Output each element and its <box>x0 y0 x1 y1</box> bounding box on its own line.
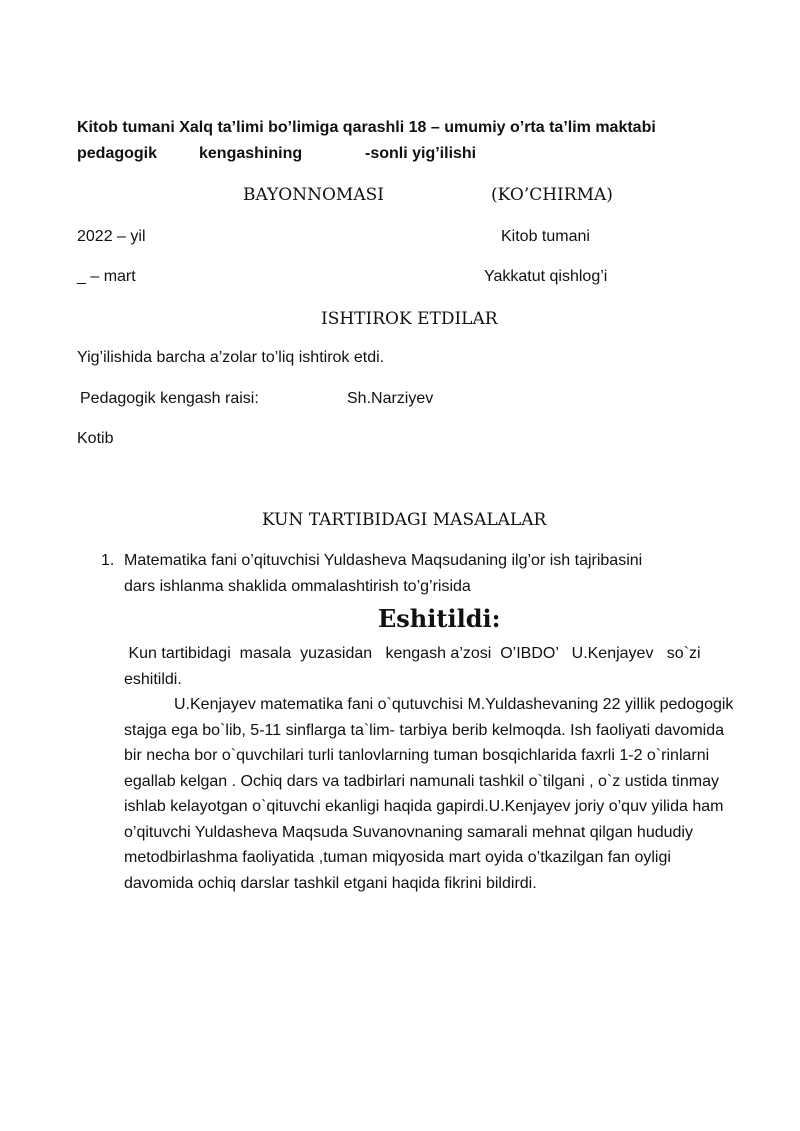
school-header-line1: Kitob tumani Xalq ta’limi bo’limiga qarashli 18 – umumiy o’rta ta’lim maktabi <box>77 119 656 136</box>
meeting-district: Kitob tumani <box>501 228 590 245</box>
agenda-item-line1: Matematika fani o’qituvchisi Yuldasheva Maqsudaning ilg’or ish tajribasini <box>124 552 643 569</box>
school-header-line2-c: -sonli yig’ilishi <box>365 145 477 162</box>
meeting-year: 2022 – yil <box>77 228 146 245</box>
chair-label: Pedagogik kengash raisi: <box>80 390 259 407</box>
chair-name: Sh.Narziyev <box>347 390 434 407</box>
agenda-heading: KUN TARTIBIDAGI MASALALAR <box>262 510 547 530</box>
document-title: BAYONNOMASI <box>243 185 384 205</box>
heard-intro: Kun tartibidagi masala yuzasidan kengash a’zosi O’IBDO’ U.Kenjayev so`zi eshitildi. <box>124 645 706 688</box>
school-header-line2-b: kengashining <box>199 145 303 162</box>
heard-section <box>124 641 744 896</box>
agenda-item-line2: dars ishlanma shaklida ommalashtirish to’g’risida <box>124 578 471 595</box>
participants-heading: ISHTIROK ETDILAR <box>321 309 498 329</box>
agenda-item-number: 1. <box>101 552 115 569</box>
meeting-date: _ – mart <box>77 268 136 285</box>
heard-body: U.Kenjayev matematika fani o`qutuvchisi M.Yuldashevaning 22 yillik pedogogik stajga ega bo`lib, 5-11 sinflarga ta`lim- tarbiya berib kelmoqda. Ish faoliyati davomida bir necha bor o`quvchilari turli tanlovlarning tuman bosqichlarida faxrli 1-2 o`rinlarni egallab kelgan . Ochiq dars va tadbirlari namunali tashkil o`tilgani , o`z ustida tinmay ishlab kelayotgan o`qituvchi ekanligi haqida gapirdi.U.Kenjayev joriy o’quv yilida ham o’qituvchi Yuldasheva Maqsuda Suvanovnaning samarali mehnat qilgan hududiy metodbirlashma faoliyatida ,tuman miqyosida mart oyida o’tkazilgan fan oyligi davomida ochiq darslar tashkil etgani haqida fikrini bildirdi. <box>124 696 734 892</box>
secretary-label: Kotib <box>77 430 114 447</box>
heard-heading: Eshitildi: <box>378 604 501 633</box>
school-header-line2-a: pedagogik <box>77 145 158 162</box>
participants-statement: Yig’ilishida barcha a’zolar to’liq ishtirok etdi. <box>77 349 385 366</box>
document-subtitle: (KO’CHIRMA) <box>491 185 613 205</box>
meeting-village: Yakkatut qishlog’i <box>484 268 608 285</box>
